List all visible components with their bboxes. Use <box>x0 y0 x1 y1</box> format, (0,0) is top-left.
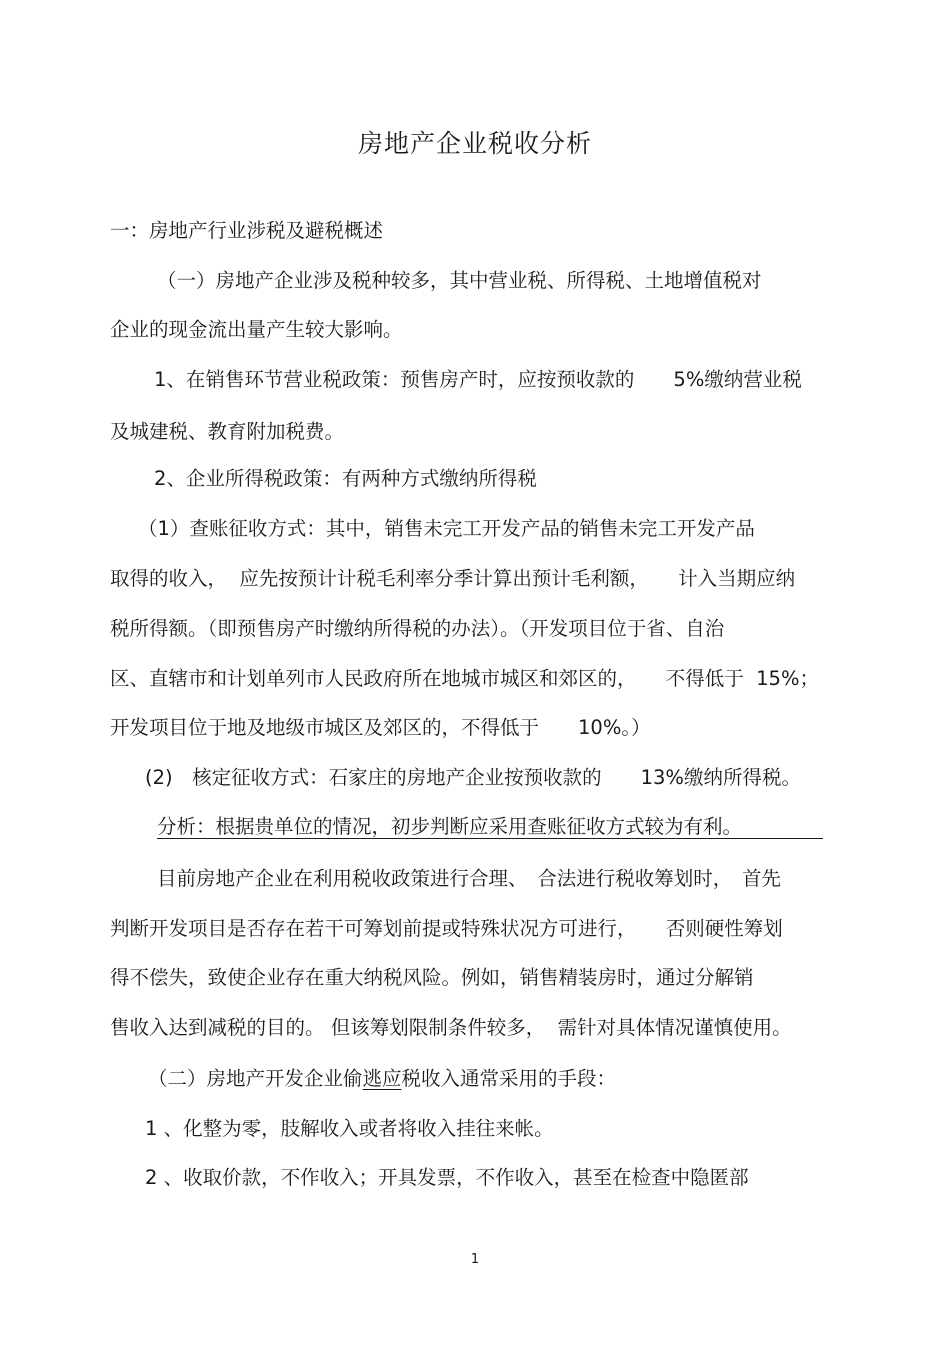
underline-rule <box>157 838 823 839</box>
paragraph-line: 开发项目位于地及地级市城区及郊区的，不得低于 10%。） <box>110 716 651 739</box>
paragraph-line: 区、直辖市和计划单列市人民政府所在地城市城区和郊区的， 不得低于 15%； <box>110 667 819 690</box>
line-text: 税收入通常采用的手段： <box>401 1067 617 1090</box>
paragraph-line: 税所得额。（即预售房产时缴纳所得税的办法）。（开发项目位于省、自治 <box>110 617 725 640</box>
paragraph-line: 得不偿失，致使企业存在重大纳税风险。例如，销售精装房时，通过分解销 <box>110 966 754 989</box>
paragraph-line: (2) 核定征收方式：石家庄的房地产企业按预收款的 13%缴纳所得税。 <box>145 766 801 789</box>
line-text: （二）房地产开发企业偷 <box>148 1067 363 1090</box>
paragraph-line: 取得的收入， 应先按预计计税毛利率分季计算出预计毛利额， 计入当期应纳 <box>110 567 796 590</box>
paragraph-line: （一）房地产企业涉及税种较多，其中营业税、所得税、土地增值税对 <box>157 269 762 292</box>
paragraph-line <box>148 1066 616 1092</box>
section-heading: 一：房地产行业涉税及避税概述 <box>110 219 384 242</box>
document-title: 房地产企业税收分析 <box>357 129 592 158</box>
paragraph-line: 及城建税、教育附加税费。 <box>110 420 345 443</box>
paragraph-line: 售收入达到减税的目的。 但该筹划限制条件较多， 需针对具体情况谨慎使用。 <box>110 1016 792 1039</box>
paragraph-line: 企业的现金流出量产生较大影响。 <box>110 318 403 341</box>
list-item: 1 、化整为零，肢解收入或者将收入挂往来帐。 <box>145 1117 554 1140</box>
paragraph-line: 2、企业所得税政策：有两种方式缴纳所得税 <box>154 467 537 490</box>
analysis-line: 分析：根据贵单位的情况，初步判断应采用查账征收方式较为有利。 <box>157 815 743 838</box>
underlined-text: 逃应 <box>362 1067 402 1090</box>
page-number: 1 <box>470 1252 480 1267</box>
paragraph-line: （1）查账征收方式：其中，销售未完工开发产品的销售未完工开发产品 <box>138 517 755 540</box>
paragraph-line: 目前房地产企业在利用税收政策进行合理、 合法进行税收筹划时， 首先 <box>157 867 782 890</box>
paragraph-line: 1、在销售环节营业税政策：预售房产时，应按预收款的 5%缴纳营业税 <box>154 368 802 391</box>
list-item: 2 、收取价款，不作收入；开具发票，不作收入，甚至在检查中隐匿部 <box>145 1166 749 1189</box>
paragraph-line: 判断开发项目是否存在若干可筹划前提或特殊状况方可进行， 否则硬性筹划 <box>110 917 783 940</box>
